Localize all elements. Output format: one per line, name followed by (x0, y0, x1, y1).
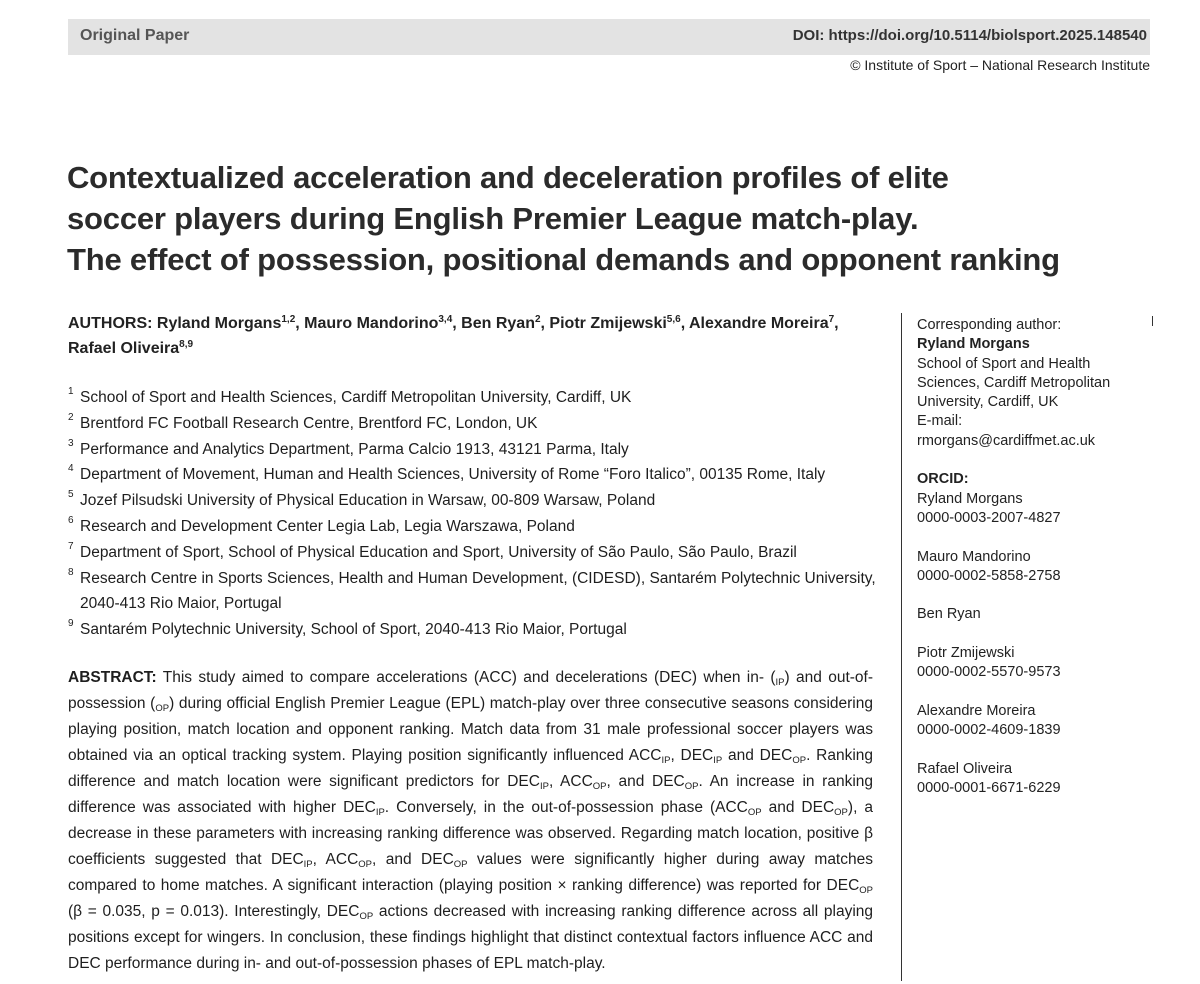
subscript: OP (453, 859, 468, 870)
subscript: IP (775, 677, 785, 688)
authors-label: AUTHORS: (68, 315, 153, 332)
orcid-id[interactable]: 0000-0002-5570-9573 (917, 664, 1061, 681)
author-separator: , (452, 315, 462, 332)
orcid-author-name: Rafael Oliveira (917, 760, 1013, 777)
orcid-label: ORCID: (917, 471, 969, 488)
orcid-author-name: Mauro Mandorino (917, 548, 1031, 565)
subscript: OP (747, 807, 762, 818)
spacer (917, 683, 1157, 702)
orcid-author-name: Ben Ryan (917, 606, 981, 623)
affiliation (68, 514, 883, 540)
affiliation-text: Jozef Pilsudski University of Physical Education in Warsaw, 00-809 Warsaw, Poland (80, 492, 656, 510)
affiliation-text: Department of Movement, Human and Health Sciences, University of Rome “Foro Italico”, 00135 Rome, Italy (80, 466, 826, 484)
abstract-text: , and DEC (606, 773, 685, 790)
orcid-id[interactable]: 0000-0002-4609-1839 (917, 722, 1061, 739)
article-type: Original Paper (80, 27, 190, 44)
affiliation (68, 540, 883, 566)
affiliation-number: 6 (68, 514, 74, 526)
affiliation (68, 617, 883, 643)
author-affil-ref: 8,9 (179, 339, 194, 350)
paper-title (67, 157, 1167, 280)
spacer (917, 625, 1157, 644)
orcid-id[interactable]: 0000-0003-2007-4827 (917, 509, 1061, 526)
title-line: The effect of possession, positional demands and opponent ranking (67, 242, 1060, 277)
spacer (917, 741, 1157, 760)
affiliation (68, 462, 883, 488)
abstract (68, 665, 873, 977)
sidebar (917, 316, 1157, 798)
subscript: OP (834, 807, 848, 818)
abstract-text: (β = 0.035, p = 0.013). Interestingly, DEC (68, 903, 360, 920)
abstract-text: , and DEC (372, 851, 454, 868)
affiliation-number: 1 (68, 386, 74, 397)
affiliation (68, 385, 883, 411)
author-separator: , (540, 315, 550, 332)
abstract-text: , ACC (312, 851, 359, 868)
abstract-text: , ACC (548, 773, 593, 790)
affiliation (68, 566, 883, 618)
subscript: OP (592, 781, 607, 792)
affiliation (68, 488, 883, 514)
abstract-text: and DEC (722, 747, 793, 764)
author-list (68, 311, 883, 361)
affiliation-number: 2 (68, 411, 74, 423)
email-link[interactable]: rmorgans@cardiffmet.ac.uk (917, 432, 1096, 449)
spacer (917, 451, 1157, 470)
abstract-text: , DEC (670, 747, 714, 764)
email-label: E-mail: (917, 413, 963, 430)
affiliation-number: 4 (68, 463, 74, 475)
author-name: Ryland Morgans (156, 315, 282, 332)
affiliation (68, 437, 883, 463)
subscript: OP (792, 755, 807, 766)
author-separator: , (295, 315, 305, 332)
author-affil-ref: 5,6 (666, 314, 681, 325)
author-name: Rafael Oliveira (68, 340, 180, 357)
affiliation-list (68, 385, 883, 643)
doi-link[interactable]: DOI: https://doi.org/10.5114/biolsport.2025.148540 (792, 27, 1147, 44)
subscript: OP (358, 859, 372, 870)
affiliation-text: Department of Sport, School of Physical Education and Sport, University of São Paulo, São Paulo, Brazil (80, 543, 797, 561)
affiliation-number: 3 (68, 437, 74, 449)
abstract-label: ABSTRACT: (68, 669, 157, 686)
author-affil-ref: 3,4 (438, 314, 453, 325)
corresponding-label: Corresponding author: (917, 317, 1062, 333)
affiliation-text: Santarém Polytechnic University, School of Sport, 2040-413 Rio Maior, Portugal (80, 621, 627, 639)
abstract-text: ) and out-of-possession ( (68, 669, 873, 712)
subscript: OP (359, 911, 374, 922)
affiliation-text: Performance and Analytics Department, Parma Calcio 1913, 43121 Parma, Italy (80, 440, 629, 458)
abstract-text: and DEC (761, 799, 835, 816)
affiliation-number: 9 (68, 618, 74, 630)
copyright-notice: © Institute of Sport – National Research Institute (850, 57, 1150, 73)
author-separator: , (680, 315, 689, 332)
affiliation-text: Research and Development Center Legia Lab, Legia Warszawa, Poland (80, 517, 575, 535)
subscript: IP (375, 807, 385, 818)
orcid-author-name: Alexandre Moreira (917, 702, 1036, 719)
subscript: OP (684, 781, 699, 792)
orcid-author-name: Ryland Morgans (917, 490, 1023, 507)
abstract-text: ) during official English Premier League (EPL) match-play over three consecutive seasons considering playing position, match location and opponent ranking. Match data from 31 male professional soccer players was obtained via an optical tracking system. Playing position significantly influenced ACC (68, 695, 873, 764)
author-affil-ref: 7 (828, 314, 835, 325)
author-affil-ref: 2 (534, 314, 541, 325)
author-affil-ref: 1,2 (281, 314, 296, 325)
subscript: OP (155, 703, 170, 714)
corresponding-affiliation: School of Sport and Health (917, 355, 1091, 372)
abstract-text: . An increase in ranking difference was associated with higher DEC (68, 773, 873, 816)
subscript: IP (539, 781, 549, 792)
orcid-id[interactable]: 0000-0001-6671-6229 (917, 780, 1061, 797)
affiliation-text: Brentford FC Football Research Centre, Brentford FC, London, UK (80, 414, 538, 432)
affiliation-number: 8 (68, 566, 74, 578)
affiliation (68, 411, 883, 437)
sidebar-rule (901, 316, 902, 981)
header-bar (68, 19, 1150, 55)
spacer (917, 528, 1157, 547)
title-line: Contextualized acceleration and deceleration profiles of elite (67, 160, 949, 195)
orcid-author-name: Piotr Zmijewski (917, 645, 1015, 662)
author-separator: , (834, 315, 839, 332)
corresponding-name: Ryland Morgans (917, 336, 1030, 353)
title-line: soccer players during English Premier League match-play. (67, 201, 919, 236)
author-name: Mauro Mandorino (304, 315, 439, 332)
affiliation-text: Research Centre in Sports Sciences, Health and Human Development, (CIDESD), Santarém Polytechnic University, 2040-413 Rio Maior, Portugal (80, 569, 876, 613)
corresponding-affiliation: University, Cardiff, UK (917, 394, 1059, 411)
author-name: Ben Ryan (461, 315, 535, 332)
abstract-text: This study aimed to compare accelerations (ACC) and decelerations (DEC) when in- ( (156, 669, 776, 686)
affiliation-text: School of Sport and Health Sciences, Cardiff Metropolitan University, Cardiff, UK (80, 389, 632, 406)
subscript: IP (713, 755, 723, 766)
abstract-text: . Conversely, in the out-of-possession phase (ACC (384, 799, 748, 816)
spacer (917, 586, 1157, 605)
orcid-id[interactable]: 0000-0002-5858-2758 (917, 567, 1061, 584)
subscript: IP (661, 755, 671, 766)
affiliation-number: 7 (68, 540, 74, 552)
author-name: Alexandre Moreira (689, 315, 829, 332)
abstract-text: . Ranking difference and match location were significant predictors for DEC (68, 747, 874, 790)
abstract-text: actions decreased with increasing ranking difference across all playing positions except for wingers. In conclusion, these findings highlight that distinct contextual factors influence ACC and DEC performance during in- and out-of-possession phases of EPL match-play. (68, 903, 873, 972)
abstract-text: ), a decrease in these parameters with increasing ranking difference was observed. Regarding match location, positive β coefficients suggested that DEC (68, 799, 873, 868)
affiliation-number: 5 (68, 489, 74, 501)
abstract-text: values were significantly higher during away matches compared to home matches. A significant interaction (playing position × ranking difference) was reported for DEC (68, 851, 873, 894)
author-name: Piotr Zmijewski (549, 315, 667, 332)
corresponding-affiliation: Sciences, Cardiff Metropolitan (917, 374, 1111, 391)
subscript: IP (303, 859, 313, 870)
subscript: OP (859, 885, 873, 896)
